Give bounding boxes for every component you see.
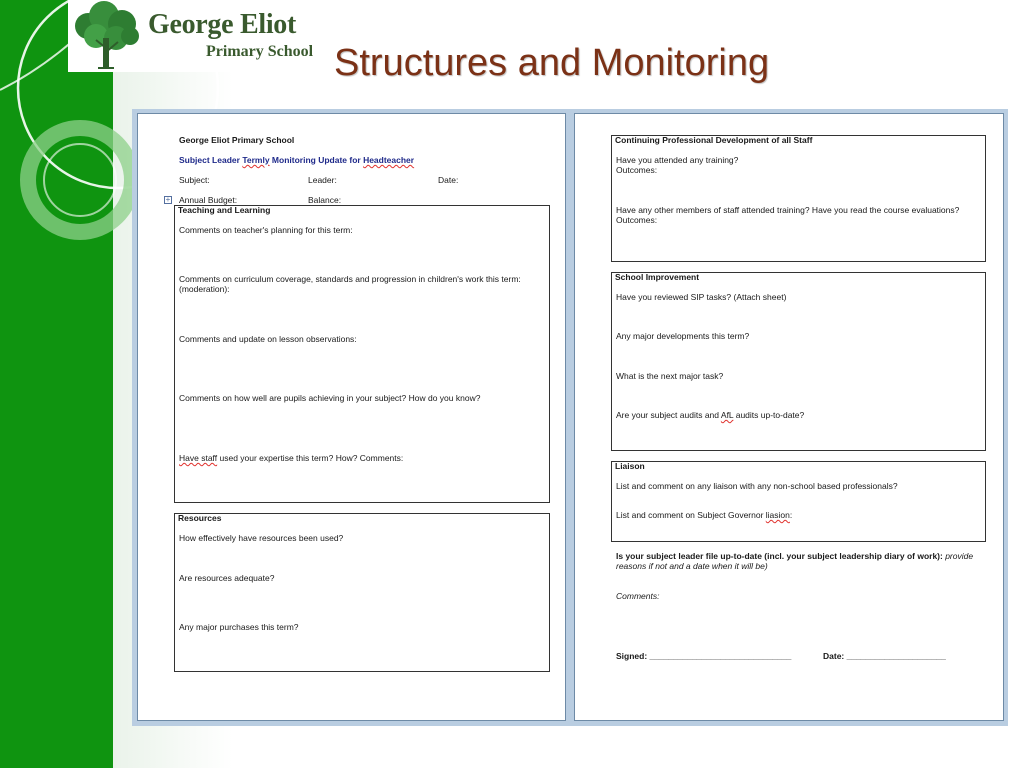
question-next-task: What is the next major task? [616,371,724,381]
question-planning: Comments on teacher's planning for this term: [179,225,353,235]
outcomes-label-2: Outcomes: [616,215,658,225]
logo-text-school-name: George Eliot [148,9,297,40]
resources-heading: Resources [178,513,222,523]
school-improvement-heading: School Improvement [615,272,700,282]
balance-label: Balance: [308,195,342,205]
question-sip-tasks: Have you reviewed SIP tasks? (Attach sheet) [616,292,787,302]
question-curriculum: Comments on curriculum coverage, standards and progression in children's work this term: [179,274,521,284]
leader-label: Leader: [308,175,337,185]
form-title: Subject Leader Termly Monitoring Update for Headteacher [179,155,415,165]
question-resources-adequate: Are resources adequate? [179,573,275,583]
logo-text-primary-school: Primary School [206,43,314,60]
signed-date-line: Date: _____________________ [823,651,946,661]
question-major-developments: Any major developments this term? [616,331,750,341]
cpd-heading: Continuing Professional Development of all Staff [615,135,813,145]
question-leader-file-cont: reasons if not and a date when it will be) [616,561,768,571]
question-governor-liaison: List and comment on Subject Governor liasion: [616,510,793,520]
school-logo [68,0,318,72]
question-attended-training: Have you attended any training? [616,155,739,165]
signed-line: Signed: ______________________________ [616,651,792,661]
question-liaison-professionals: List and comment on any liaison with any non-school based professionals? [616,481,898,491]
question-resources-used: How effectively have resources been used? [179,533,344,543]
table-move-handle-icon[interactable]: + [165,195,171,204]
teaching-learning-heading: Teaching and Learning [178,205,271,215]
annual-budget-label: Annual Budget: [179,195,238,205]
question-leader-file: Is your subject leader file up-to-date (incl. your subject leadership diary of work): provide [616,551,974,561]
slide-title: Structures and Monitoring [334,42,770,84]
school-name-line: George Eliot Primary School [179,135,295,145]
question-major-purchases: Any major purchases this term? [179,622,299,632]
question-curriculum-moderation: (moderation): [179,284,230,294]
question-staff-training: Have any other members of staff attended training? Have you read the course evaluations? [616,205,960,215]
subject-label: Subject: [179,175,210,185]
question-pupils-achieving: Comments on how well are pupils achieving in your subject? How do you know? [179,393,481,403]
outcomes-label-1: Outcomes: [616,165,658,175]
question-staff-expertise: Have staff used your expertise this term? How? Comments: [179,453,404,463]
tree-icon [68,0,146,72]
comments-label: Comments: [616,591,660,601]
date-label: Date: [438,175,459,185]
question-audits: Are your subject audits and AfL audits up-to-date? [616,410,805,420]
liaison-heading: Liaison [615,461,645,471]
question-lesson-observations: Comments and update on lesson observations: [179,334,357,344]
liaison-box [611,461,986,542]
